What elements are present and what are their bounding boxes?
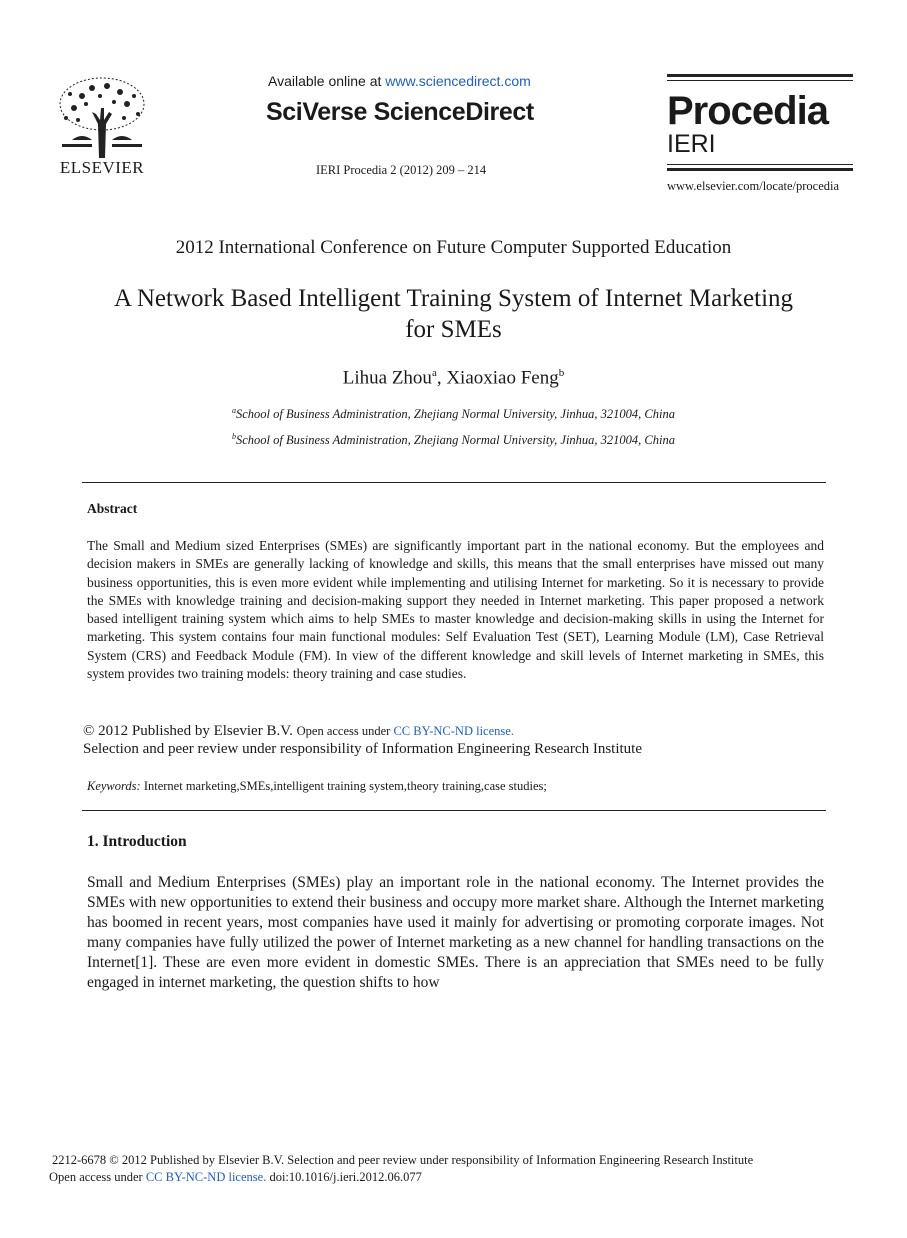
affil-mark: b [231,432,236,441]
footer-doi: doi:10.1016/j.ieri.2012.06.077 [266,1170,422,1184]
section-divider [82,482,826,483]
open-access-text: Open access under [296,724,394,738]
license-link[interactable]: CC BY-NC-ND license. [393,724,514,738]
procedia-wordmark: Procedia [667,89,828,133]
available-prefix: Available online at [268,73,386,89]
keywords-text: Internet marketing,SMEs,intelligent training system,theory training,case studies; [140,779,547,793]
elsevier-wordmark: ELSEVIER [59,158,145,177]
intro-heading: 1. Introduction [87,833,187,850]
procedia-top-rule-thin [667,80,853,81]
affil-text: School of Business Administration, Zhejiang Normal University, Jinhua, 321004, China [235,407,675,422]
author-list [0,367,907,389]
affiliation-b [0,432,907,448]
sciencedirect-link[interactable]: www.sciencedirect.com [385,73,531,89]
footer-license-link[interactable]: CC BY-NC-ND license. [145,1170,267,1184]
procedia-bottom-rule [667,164,853,165]
procedia-top-rule [667,74,853,77]
sciverse-logo: SciVerse ScienceDirect [266,98,534,126]
abstract-body: The Small and Medium sized Enterprises (SMEs) are significantly important part in the national economy. But the employees and decision makers in SMEs are generally lacking of knowledge and skills, this means that the small enterprises have missed out many business opportunities, this is even more evident while implementing and utilising Internet for marketing. So it is necessary to provide the SMEs with knowledge training and decision-making support they needed in Internet marketing. This paper proposed a network based intelligent training system which aims to help SMEs to master knowledge and decision-making skills in using the Internet for marketing. This system contains four main functional modules: Self Evaluation Test (SET), Learning Module (LM), Case Retrieval System (CRS) and Feedback Module (FM). In view of the different knowledge and skill levels of Internet marketing in SMEs, this system provides two training models: theory training and case studies. [87,538,824,682]
section-divider [82,810,826,811]
abstract-heading: Abstract [87,501,138,516]
copyright-text: © 2012 Published by Elsevier B.V. [83,723,297,739]
procedia-url[interactable]: www.elsevier.com/locate/procedia [667,179,840,193]
paper-title: A Network Based Intelligent Training System of Internet Marketing for SMEs [113,285,794,343]
conference-name: 2012 International Conference on Future Computer Supported Education [175,237,732,258]
elsevier-tree-icon [52,74,152,158]
author-name: Lihua Zhou [342,367,432,389]
copyright-line [83,723,514,740]
author-affil-mark: b [558,367,565,379]
affil-mark: a [231,406,236,415]
keywords-label: Keywords: [87,779,141,793]
author-separator: , [436,367,447,389]
footer-license [49,1170,422,1185]
journal-reference: IERI Procedia 2 (2012) 209 – 214 [316,163,487,177]
keywords [87,779,547,794]
peer-review-statement: Selection and peer review under responsibility of Information Engineering Research Institute [83,741,642,757]
affiliation-a [0,406,907,422]
author-affil-mark: a [431,367,437,379]
procedia-subtitle: IERI [667,130,716,158]
affil-text: School of Business Administration, Zhejiang Normal University, Jinhua, 321004, China [235,433,675,448]
author-name: Xiaoxiao Feng [446,367,559,389]
footer-open-access: Open access under [49,1170,146,1184]
procedia-bottom-rule-thick [667,168,853,171]
available-online [268,73,531,89]
footer-copyright: 2212-6678 © 2012 Published by Elsevier B.V. Selection and peer review under responsibility of Information Engineering Research Institute [52,1153,754,1167]
intro-body: Small and Medium Enterprises (SMEs) play an important role in the national economy. The Internet provides the SMEs with new opportunities to extend their business and occupy more market share. Although the Internet marketing has boomed in recent years, most companies have used it mainly for advertising or promoting corporate images. Not many companies have fully utilized the power of Internet marketing as a new channel for handling transactions on the Internet[1]. These are even more evident in domestic SMEs. There is an appreciation that SMEs need to be fully engaged in internet marketing, the question shifts to how [87,874,824,991]
procedia-logo [667,74,853,171]
